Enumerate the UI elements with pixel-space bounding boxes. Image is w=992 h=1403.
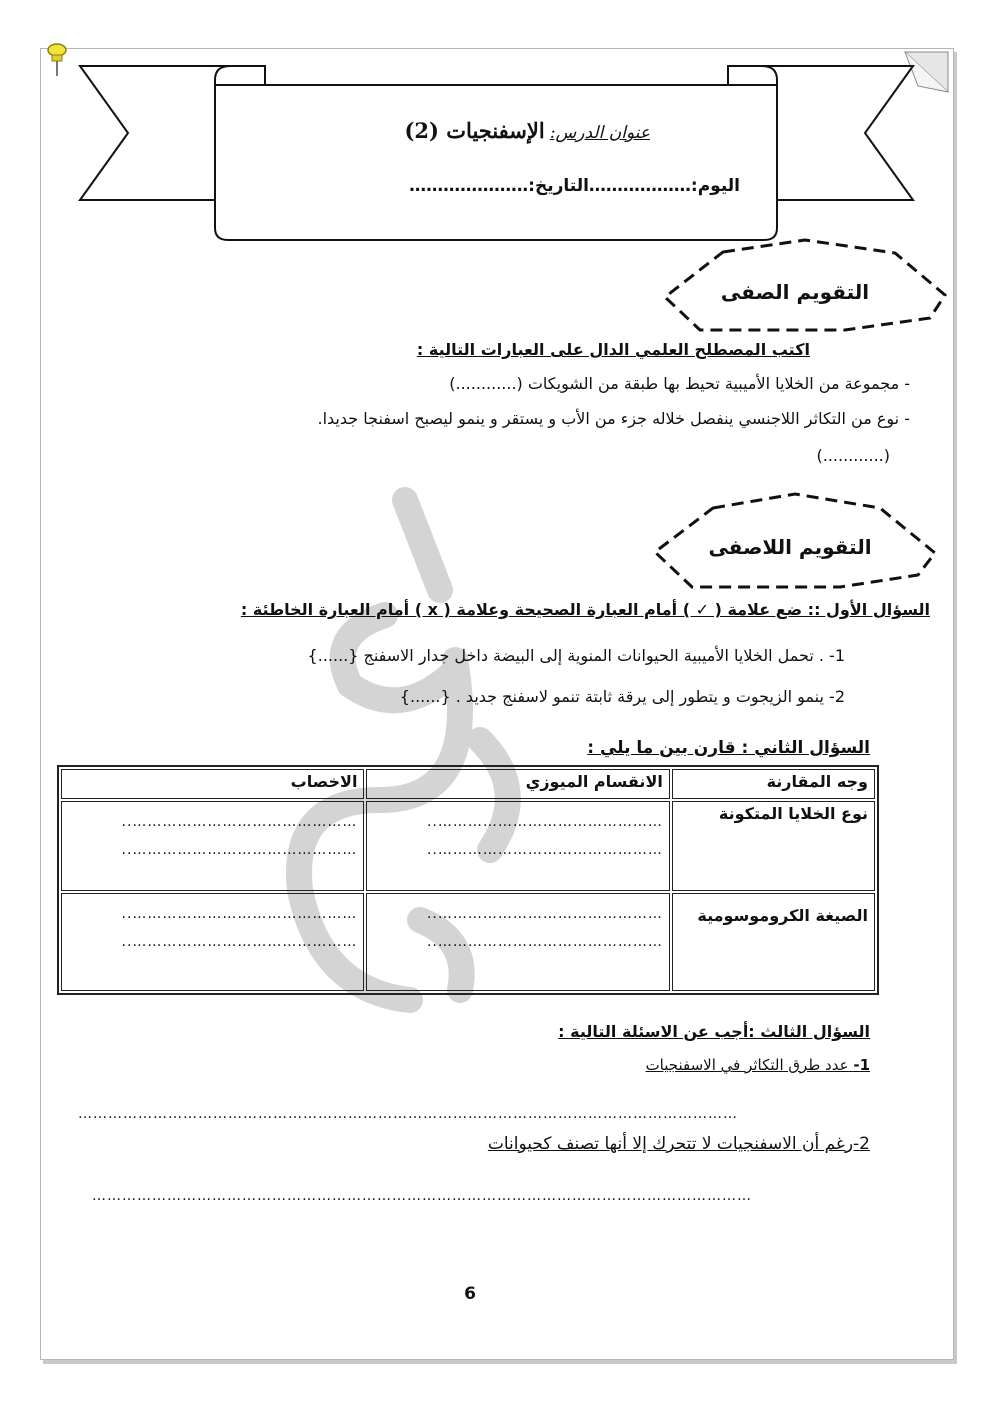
lesson-title: الإسفنجيات (2) — [404, 118, 545, 143]
term-item-1-text: مجموعة من الخلايا الأميبية تحيط بها طبقة من الشويكات (............) — [449, 374, 900, 393]
dash-1: - — [899, 374, 910, 393]
title-ribbon — [80, 66, 913, 240]
page-number: 6 — [464, 1284, 476, 1304]
term-item-2-blank: (............) — [816, 446, 890, 465]
table-row — [61, 801, 875, 891]
q3-item-1-text: عدد طرق التكاثر في الاسفنجيات — [645, 1056, 849, 1074]
header-meiosis: الانقسام الميوزي — [366, 769, 669, 799]
lesson-title-line — [330, 118, 650, 143]
term-item-2-text: نوع من التكاثر اللاجنسي ينفصل خلاله جزء من الأب و يستقر و ينمو ليصبح اسفنجا جديدا. — [317, 409, 900, 428]
q1-item-1: 1- . تحمل الخلايا الأميبية الحيوانات المنوية إلى البيضة داخل جدار الاسفنج {......} — [307, 646, 845, 665]
table-cell — [366, 801, 669, 891]
answer-dots: ……………………………………….. — [121, 906, 358, 922]
answer-dots: ……………………………………….. — [426, 814, 663, 830]
row-label-cell-types: نوع الخلايا المتكونة — [672, 801, 875, 891]
table-row — [61, 893, 875, 991]
extra-eval-heading: التقويم اللاصفى — [708, 535, 872, 559]
q3-item-2: 2-رغم أن الاسفنجيات لا تتحرك إلا أنها تصنف كحيوانات — [487, 1134, 870, 1154]
row-label-chromosome-formula: الصيغة الكروموسومية — [672, 893, 875, 991]
q3-title: السؤال الثالث :أجب عن الاسئلة التالية : — [558, 1022, 870, 1041]
term-item-1 — [240, 374, 910, 393]
q3-answer-line-1: …………………………………………………………………………………………………………………… — [78, 1106, 738, 1122]
q3-answer-line-2: …………………………………………………………………………………………………………………… — [92, 1188, 752, 1204]
table-cell — [366, 893, 669, 991]
folded-corner-icon — [905, 52, 948, 92]
q3-item-1 — [560, 1056, 870, 1074]
answer-dots: ……………………………………….. — [121, 934, 358, 950]
terms-instruction: اكتب المصطلح العلمي الدال على العبارات التالية : — [416, 340, 810, 359]
q1-item-2: 2- ينمو الزيجوت و يتطور إلى يرقة ثابتة تنمو لاسفنج جديد . {......} — [399, 687, 845, 706]
table-cell — [61, 893, 364, 991]
header-aspect: وجه المقارنة — [672, 769, 875, 799]
q2-title: السؤال الثاني : قارن بين ما يلي : — [587, 738, 870, 758]
pushpin-icon — [48, 44, 66, 76]
table-cell — [61, 801, 364, 891]
class-eval-heading: التقويم الصفى — [720, 280, 870, 304]
answer-dots: ……………………………………….. — [426, 906, 663, 922]
lesson-title-label: عنوان الدرس: — [549, 123, 650, 143]
header-fertilization: الاخصاب — [61, 769, 364, 799]
answer-dots: ……………………………………….. — [121, 814, 358, 830]
answer-dots: ……………………………………….. — [121, 842, 358, 858]
answer-dots: ……………………………………….. — [426, 934, 663, 950]
dash-2: - — [899, 409, 910, 428]
answer-dots: ……………………………………….. — [426, 842, 663, 858]
term-item-2 — [110, 409, 910, 428]
q1-title: السؤال الأول :: ضع علامة ( ✓ ) أمام العبارة الصحيحة وعلامة ( x ) أمام العبارة الخاطئة : — [240, 600, 930, 619]
date-line: اليوم:………………التاريخ:………………… — [409, 176, 740, 196]
comparison-table — [57, 765, 879, 995]
q3-item-1-number: 1- — [853, 1056, 870, 1074]
table-header-row — [61, 769, 875, 799]
